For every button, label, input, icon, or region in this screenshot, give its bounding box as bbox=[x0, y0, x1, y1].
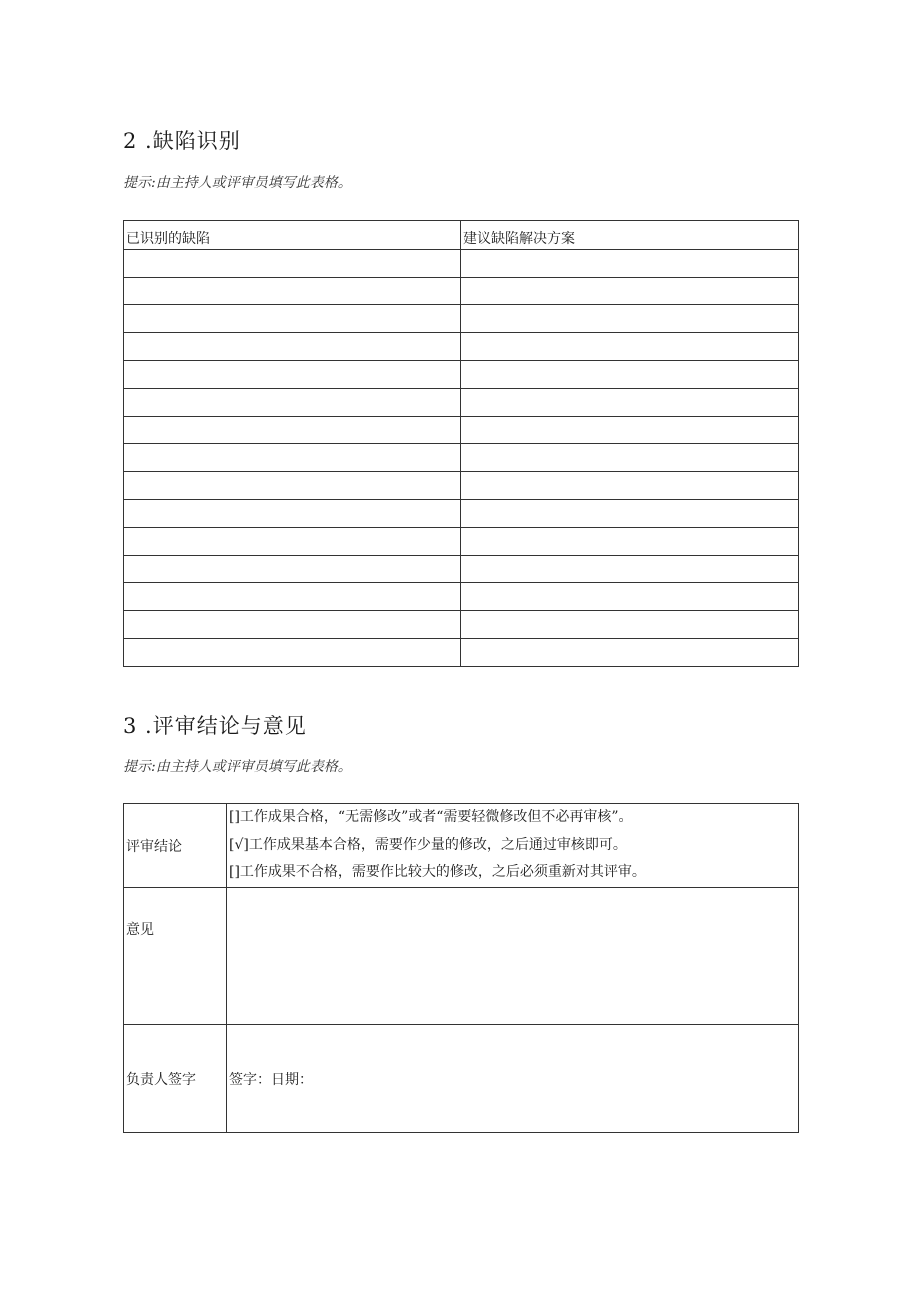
defect-cell-solution[interactable] bbox=[461, 333, 799, 361]
table-row bbox=[124, 638, 799, 666]
section-2-title: 2 .缺陷识别 bbox=[123, 129, 241, 153]
defect-cell-identified[interactable] bbox=[124, 611, 461, 639]
table-row bbox=[124, 360, 799, 388]
defect-cell-identified[interactable] bbox=[124, 360, 461, 388]
defect-cell-identified[interactable] bbox=[124, 333, 461, 361]
defect-cell-identified[interactable] bbox=[124, 388, 461, 416]
defect-cell-identified[interactable] bbox=[124, 499, 461, 527]
table-row bbox=[124, 555, 799, 583]
defect-cell-solution[interactable] bbox=[461, 388, 799, 416]
defect-header-solution: 建议缺陷解决方案 bbox=[461, 221, 799, 250]
table-row bbox=[124, 416, 799, 444]
defect-cell-identified[interactable] bbox=[124, 583, 461, 611]
defect-cell-solution[interactable] bbox=[461, 360, 799, 388]
defect-cell-identified[interactable] bbox=[124, 277, 461, 305]
signer-row bbox=[124, 1025, 799, 1133]
defect-cell-solution[interactable] bbox=[461, 472, 799, 500]
defect-cell-identified[interactable] bbox=[124, 638, 461, 666]
conclusion-option-pass[interactable]: []工作成果合格，“无需修改”或者“需要轻微修改但不必再审核”。 bbox=[229, 809, 633, 826]
signer-field[interactable]: 签字：日期： bbox=[227, 1025, 799, 1133]
defect-table bbox=[123, 220, 799, 667]
defect-cell-identified[interactable] bbox=[124, 444, 461, 472]
defect-cell-identified[interactable] bbox=[124, 527, 461, 555]
defect-cell-solution[interactable] bbox=[461, 416, 799, 444]
defect-cell-identified[interactable] bbox=[124, 472, 461, 500]
table-row bbox=[124, 611, 799, 639]
defect-cell-identified[interactable] bbox=[124, 305, 461, 333]
section-3-title: 3 .评审结论与意见 bbox=[123, 714, 307, 738]
section-2-hint: 提示:由主持人或评审员填写此表格。 bbox=[123, 175, 352, 191]
defect-cell-solution[interactable] bbox=[461, 611, 799, 639]
defect-cell-solution[interactable] bbox=[461, 583, 799, 611]
review-table bbox=[123, 803, 799, 1133]
defect-cell-identified[interactable] bbox=[124, 249, 461, 277]
defect-table-header-row bbox=[124, 221, 799, 250]
table-row bbox=[124, 249, 799, 277]
signer-label: 负责人签字 bbox=[124, 1025, 227, 1133]
defect-cell-solution[interactable] bbox=[461, 444, 799, 472]
defect-header-identified: 已识别的缺陷 bbox=[124, 221, 461, 250]
defect-cell-solution[interactable] bbox=[461, 499, 799, 527]
table-row bbox=[124, 583, 799, 611]
table-row bbox=[124, 277, 799, 305]
conclusion-label: 评审结论 bbox=[124, 804, 227, 888]
defect-cell-solution[interactable] bbox=[461, 277, 799, 305]
defect-cell-solution[interactable] bbox=[461, 305, 799, 333]
defect-cell-identified[interactable] bbox=[124, 555, 461, 583]
table-row bbox=[124, 444, 799, 472]
table-row bbox=[124, 333, 799, 361]
defect-cell-solution[interactable] bbox=[461, 555, 799, 583]
table-row bbox=[124, 499, 799, 527]
conclusion-option-basic-pass[interactable]: [√]工作成果基本合格，需要作少量的修改，之后通过审核即可。 bbox=[229, 836, 627, 853]
defect-cell-solution[interactable] bbox=[461, 638, 799, 666]
opinion-field[interactable] bbox=[227, 888, 799, 1025]
conclusion-option-fail[interactable]: []工作成果不合格，需要作比较大的修改，之后必须重新对其评审。 bbox=[229, 864, 646, 881]
opinion-row bbox=[124, 888, 799, 1025]
table-row bbox=[124, 472, 799, 500]
defect-cell-solution[interactable] bbox=[461, 249, 799, 277]
defect-cell-solution[interactable] bbox=[461, 527, 799, 555]
table-row bbox=[124, 305, 799, 333]
opinion-label: 意见 bbox=[124, 888, 227, 1025]
table-row bbox=[124, 388, 799, 416]
conclusion-row bbox=[124, 804, 799, 888]
conclusion-options-cell bbox=[227, 804, 799, 888]
table-row bbox=[124, 527, 799, 555]
section-3-hint: 提示:由主持人或评审员填写此表格。 bbox=[123, 759, 352, 775]
defect-cell-identified[interactable] bbox=[124, 416, 461, 444]
